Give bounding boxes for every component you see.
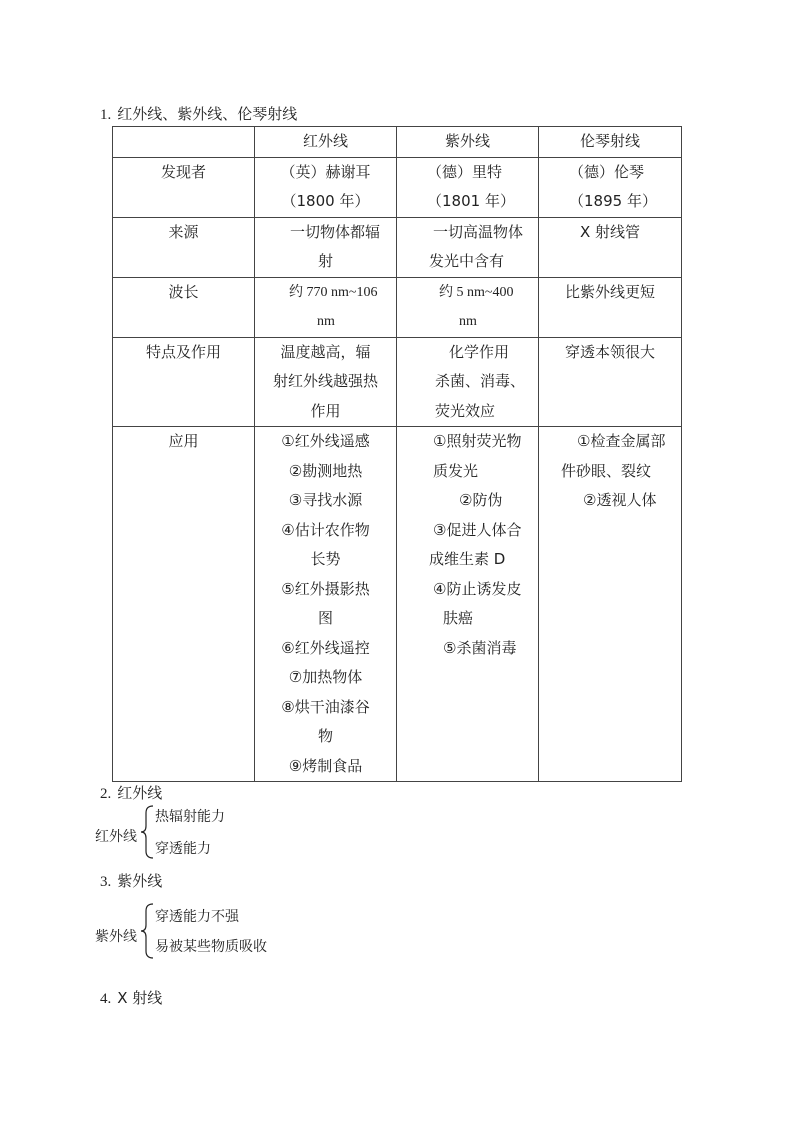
cell-features-xray: 穿透本领很大	[539, 337, 682, 427]
table-row-source	[113, 217, 682, 277]
curly-brace-icon	[141, 902, 155, 960]
cell-source-xray: X 射线管	[539, 217, 682, 277]
cell-discoverer-xray: （德）伦琴 （1895 年）	[539, 157, 682, 217]
cell-wavelength-ultraviolet: 约 5 nm~400 nm	[397, 277, 539, 337]
section-2-heading	[100, 784, 162, 803]
section-2-title: 红外线	[117, 784, 163, 802]
radiation-comparison-table	[112, 126, 682, 782]
section-3-number: 3.	[100, 874, 112, 890]
brace-name-infrared: 红外线	[95, 829, 137, 845]
brace-item: 穿透能力	[155, 841, 211, 857]
cell-source-ultraviolet: 一切高温物体 发光中含有	[397, 217, 539, 277]
brace-name-ultraviolet: 紫外线	[95, 929, 137, 945]
section-4-title: X 射线	[117, 989, 163, 1007]
header-ultraviolet: 紫外线	[397, 127, 539, 158]
header-empty-cell	[113, 127, 255, 158]
cell-wavelength-infrared: 约 770 nm~106 nm	[255, 277, 397, 337]
cell-wavelength-xray: 比紫外线更短	[539, 277, 682, 337]
cell-features-ultraviolet: 化学作用 杀菌、消毒、 荧光效应	[397, 337, 539, 427]
table-row-applications	[113, 427, 682, 782]
table-row-wavelength	[113, 277, 682, 337]
header-infrared: 红外线	[255, 127, 397, 158]
cell-discoverer-ultraviolet: （德）里特 （1801 年）	[397, 157, 539, 217]
cell-applications-ultraviolet: ①照射荧光物 质发光 ②防伪 ③促进人体合 成维生素 D ④防止诱发皮 肤癌 ⑤杀菌消毒	[397, 427, 539, 782]
section-4-heading	[100, 989, 162, 1008]
row-label-applications: 应用	[113, 427, 255, 782]
table-row-features	[113, 337, 682, 427]
section-4-number: 4.	[100, 991, 112, 1007]
row-label-features: 特点及作用	[113, 337, 255, 427]
cell-discoverer-infrared: （英）赫谢耳 （1800 年）	[255, 157, 397, 217]
table-row-discoverer	[113, 157, 682, 217]
cell-features-infrared: 温度越高，辐 射红外线越强热 作用	[255, 337, 397, 427]
section-1-title: 红外线、紫外线、伦琴射线	[117, 105, 298, 123]
brace-item: 易被某些物质吸收	[155, 939, 267, 955]
section-1-number: 1.	[100, 107, 112, 123]
section-2-number: 2.	[100, 786, 112, 802]
brace-item: 穿透能力不强	[155, 909, 239, 925]
curly-brace-icon	[141, 804, 155, 860]
row-label-discoverer: 发现者	[113, 157, 255, 217]
section-3-title: 紫外线	[117, 872, 163, 890]
section-1-heading	[100, 105, 297, 124]
row-label-source: 来源	[113, 217, 255, 277]
header-xray: 伦琴射线	[539, 127, 682, 158]
cell-applications-xray: ①检查金属部 件砂眼、裂纹 ②透视人体	[539, 427, 682, 782]
table-header-row	[113, 127, 682, 158]
brace-item: 热辐射能力	[155, 809, 225, 825]
cell-applications-infrared: ①红外线遥感 ②勘测地热 ③寻找水源 ④估计农作物 长势 ⑤红外摄影热 图 ⑥红外线遥控 ⑦加热物体 ⑧烘干油漆谷 物 ⑨烤制食品	[255, 427, 397, 782]
row-label-wavelength: 波长	[113, 277, 255, 337]
section-3-heading	[100, 872, 162, 891]
cell-source-infrared: 一切物体都辐 射	[255, 217, 397, 277]
